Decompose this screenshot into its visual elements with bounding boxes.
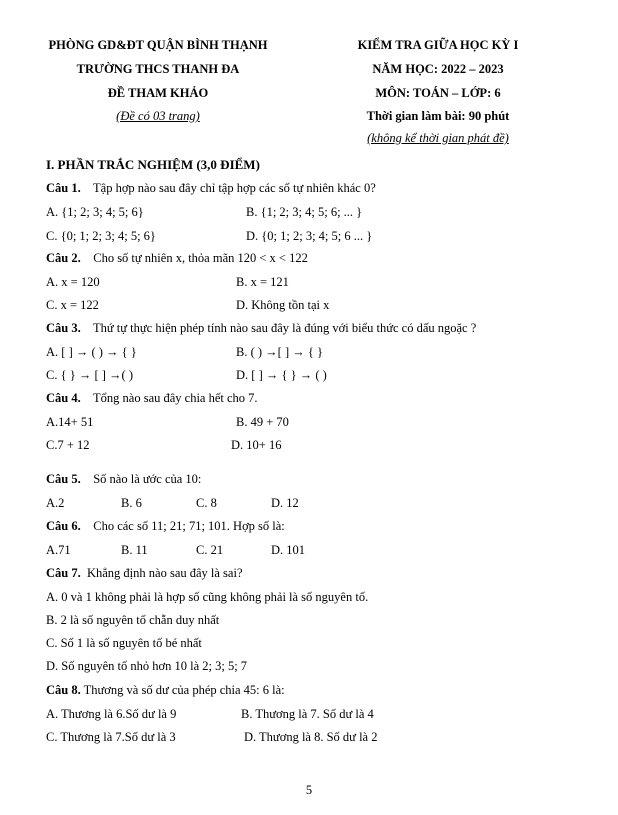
exam-title: KIỂM TRA GIỮA HỌC KỲ I (357, 38, 519, 52)
question-1 (46, 181, 376, 196)
question-text: Tổng nào sau đây chia hết cho 7. (93, 391, 258, 405)
question-text: Số nào là ước của 10: (93, 472, 202, 486)
question-text: Cho số tự nhiên x, thỏa mãn 120 < x < 122 (93, 251, 308, 265)
option-c: C. Số 1 là số nguyên tố bé nhất (46, 636, 202, 650)
option-d: D. 10+ 16 (231, 438, 282, 452)
option-b: B. 49 + 70 (236, 415, 289, 429)
option-c: C. x = 122 (46, 298, 99, 312)
option-b: B. Thương là 7. Số dư là 4 (241, 707, 374, 721)
question-number: Câu 5. (46, 472, 81, 486)
option-b: B. ( ) →[ ] → { } (236, 345, 323, 359)
exam-type: ĐỀ THAM KHẢO (107, 86, 209, 100)
question-2 (46, 251, 308, 266)
option-b: B. {1; 2; 3; 4; 5; 6; ... } (246, 205, 363, 219)
option-d: D. Số nguyên tố nhỏ hơn 10 là 2; 3; 5; 7 (46, 659, 248, 673)
question-number: Câu 8. (46, 683, 81, 697)
option-c: C. Thương là 7.Số dư là 3 (46, 730, 176, 744)
question-number: Câu 6. (46, 519, 81, 533)
option-d: D. 12 (271, 496, 299, 510)
question-text: Thứ tự thực hiện phép tính nào sau đây là đúng với biểu thức có dấu ngoặc ? (93, 321, 477, 335)
option-d: D. {0; 1; 2; 3; 4; 5; 6 ... } (246, 229, 373, 243)
option-a: A. x = 120 (46, 275, 100, 289)
option-b: B. x = 121 (236, 275, 289, 289)
school-name: TRƯỜNG THCS THANH ĐA (76, 62, 240, 76)
question-number: Câu 7. (46, 566, 81, 580)
time-limit: Thời gian làm bài: 90 phút (366, 109, 510, 123)
option-b: B. 11 (121, 543, 148, 557)
option-a: A.2 (46, 496, 65, 510)
option-a: A.14+ 51 (46, 415, 94, 429)
option-d: D. Không tồn tại x (236, 298, 330, 312)
option-d: D. [ ] → { } → ( ) (236, 368, 327, 382)
option-a: A. 0 và 1 không phải là hợp số cũng không phải là số nguyên tố. (46, 590, 369, 604)
option-c: C. 21 (196, 543, 224, 557)
option-c: C.7 + 12 (46, 438, 90, 452)
question-4 (46, 391, 258, 406)
option-d: D. 101 (271, 543, 306, 557)
option-a: A. [ ] → ( ) → { } (46, 345, 137, 359)
question-8 (46, 683, 285, 698)
option-c: C. { } → [ ] →( ) (46, 368, 133, 382)
subject-grade: MÔN: TOÁN – LỚP: 6 (375, 86, 501, 100)
option-b: B. 6 (121, 496, 142, 510)
question-text: Khẳng định nào sau đây là sai? (86, 566, 243, 580)
question-5 (46, 472, 201, 487)
section-title: I. PHẦN TRẮC NGHIỆM (3,0 ĐIỂM) (46, 157, 260, 172)
question-text: Cho các số 11; 21; 71; 101. Hợp số là: (93, 519, 285, 533)
page-number: 5 (305, 783, 313, 797)
option-b: B. 2 là số nguyên tố chẵn duy nhất (46, 613, 220, 627)
question-number: Câu 3. (46, 321, 81, 335)
question-text: Tập hợp nào sau đây chỉ tập hợp các số tự nhiên khác 0? (93, 181, 376, 195)
option-a: A. {1; 2; 3; 4; 5; 6} (46, 205, 144, 219)
question-number: Câu 4. (46, 391, 81, 405)
question-number: Câu 2. (46, 251, 81, 265)
department-name: PHÒNG GD&ĐT QUẬN BÌNH THẠNH (48, 38, 268, 52)
question-3 (46, 321, 476, 336)
option-c: C. {0; 1; 2; 3; 4; 5; 6} (46, 229, 156, 243)
question-number: Câu 1. (46, 181, 81, 195)
option-d: D. Thương là 8. Số dư là 2 (244, 730, 378, 744)
question-text: Thương và số dư của phép chia 45: 6 là: (83, 683, 285, 697)
question-7 (46, 566, 243, 581)
option-a: A. Thương là 6.Số dư là 9 (46, 707, 177, 721)
time-note: (không kể thời gian phát đề) (367, 131, 509, 145)
page-count-note: (Đề có 03 trang) (116, 109, 200, 123)
school-year: NĂM HỌC: 2022 – 2023 (372, 62, 504, 76)
option-c: C. 8 (196, 496, 217, 510)
option-a: A.71 (46, 543, 71, 557)
question-6 (46, 519, 285, 534)
